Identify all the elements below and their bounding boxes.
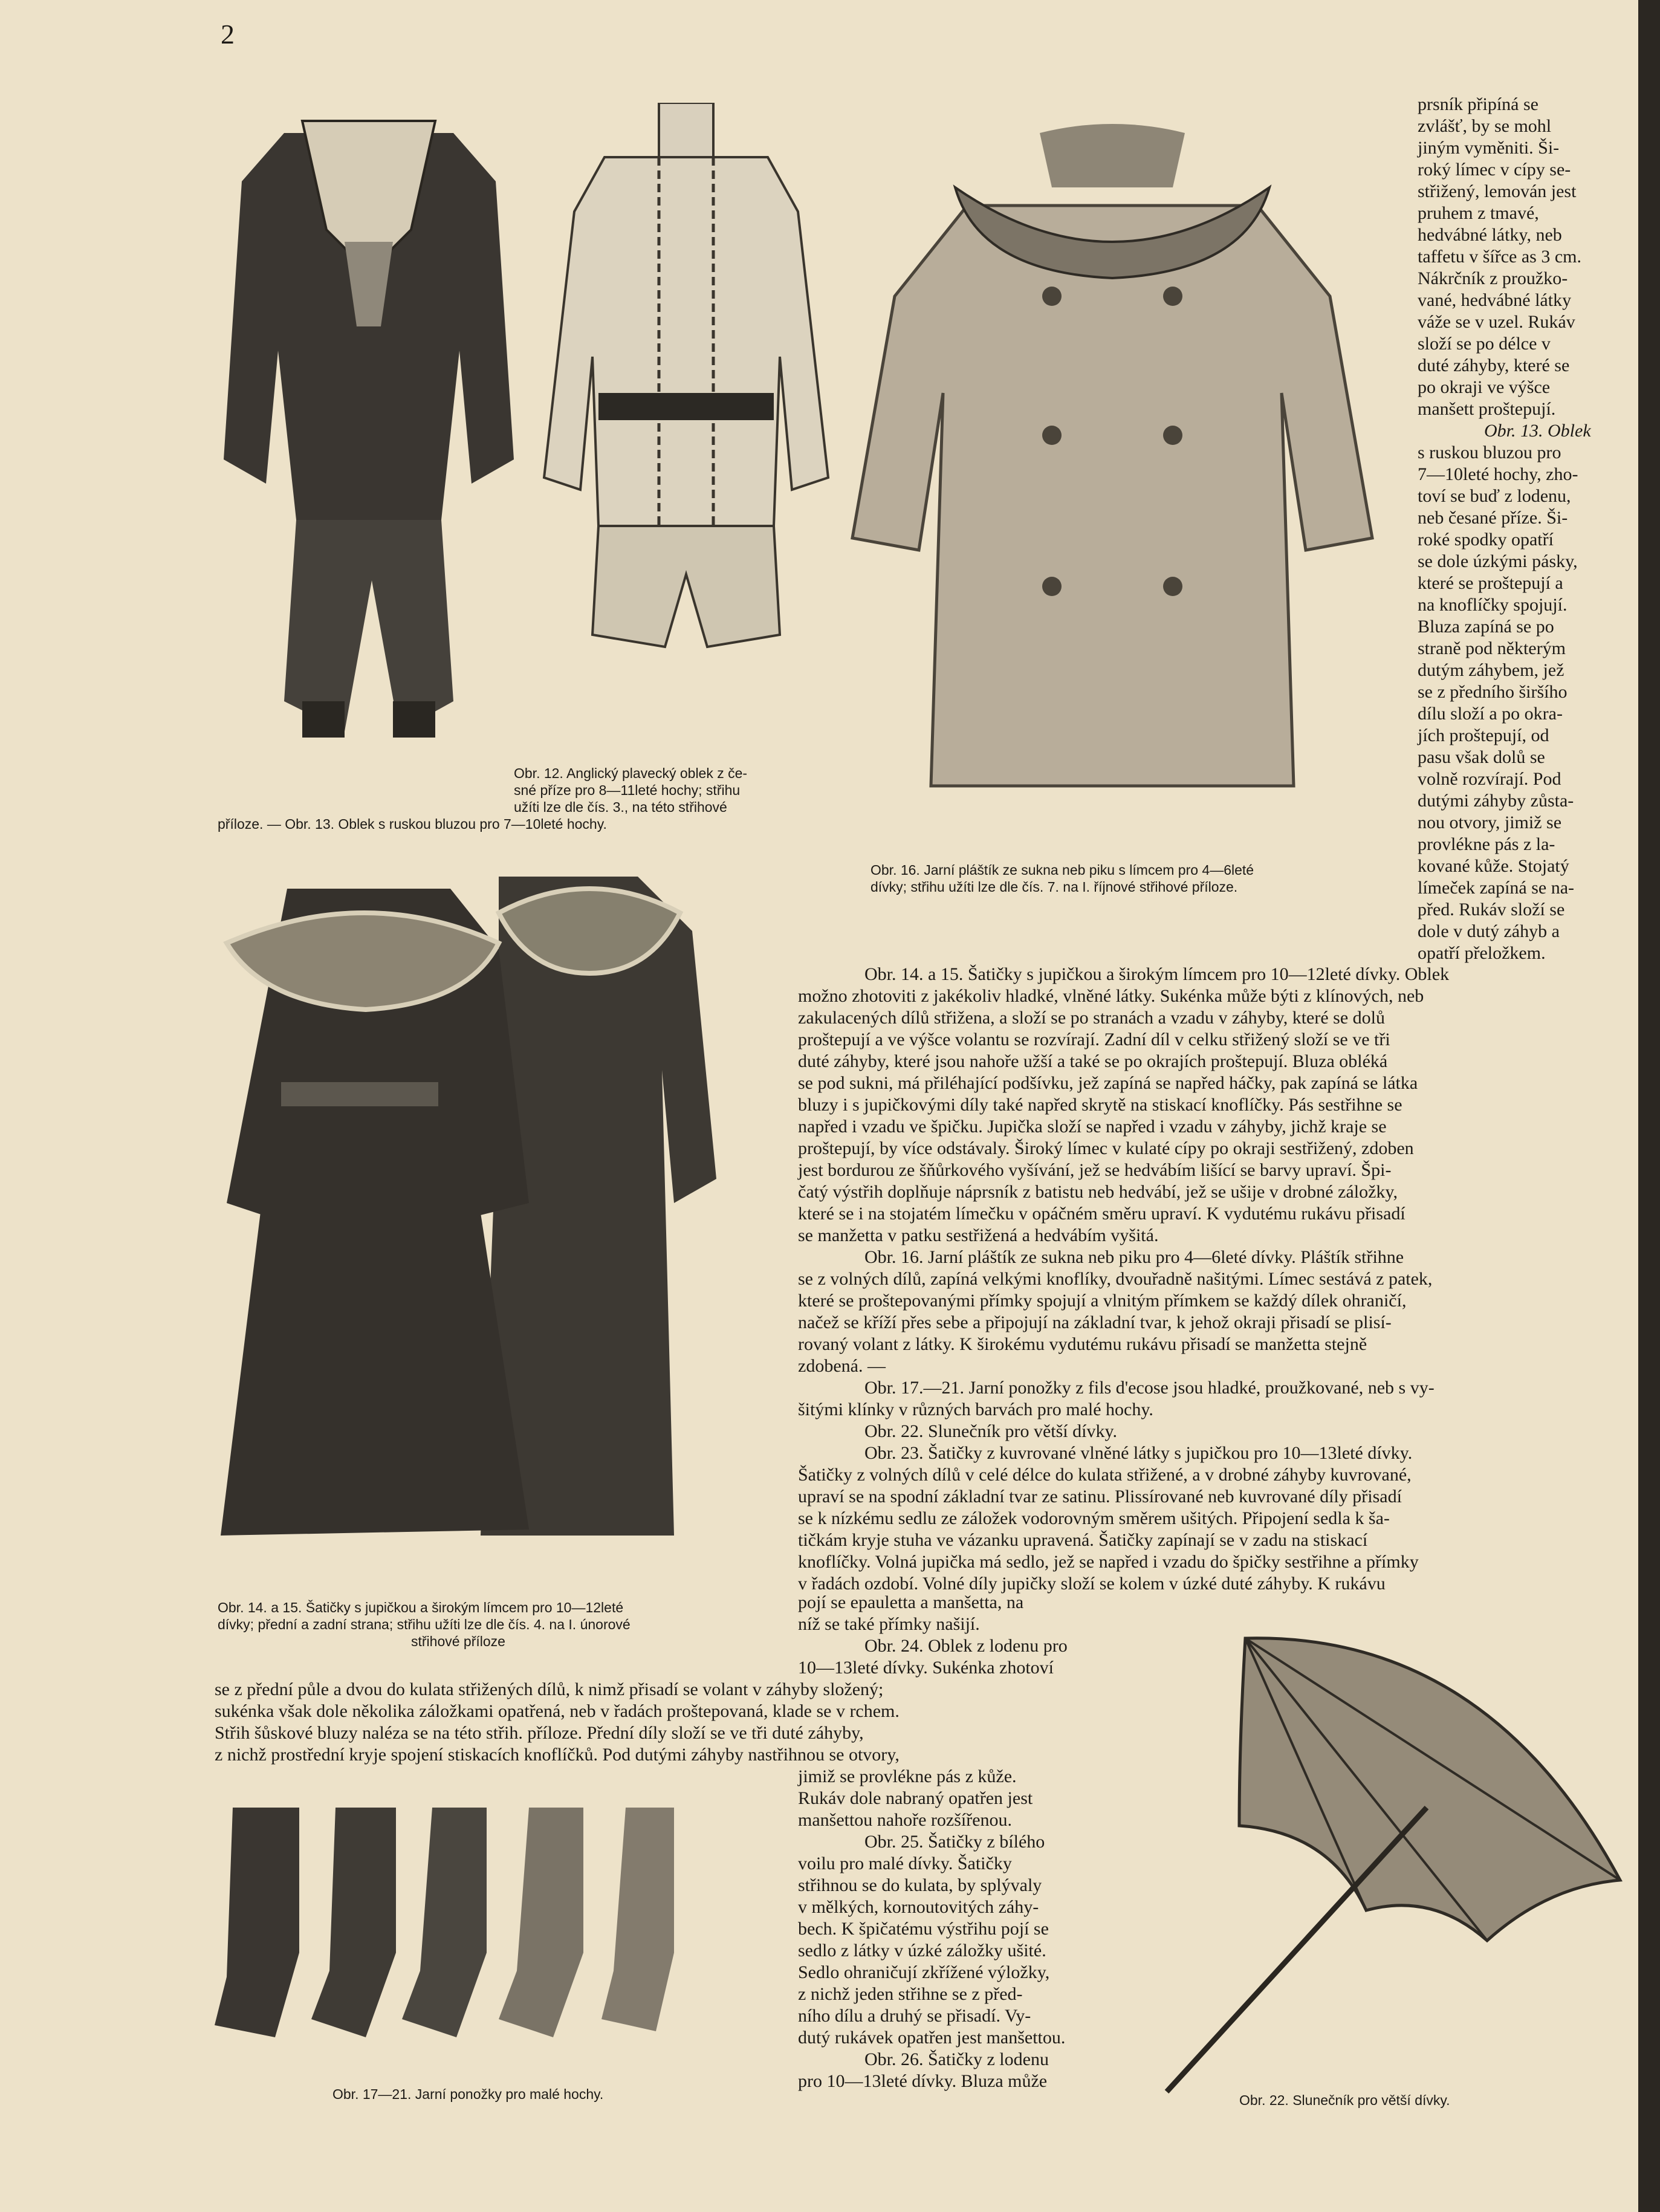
fig16-girl-coat-illustration xyxy=(846,115,1378,798)
fig22-parasol-illustration xyxy=(1149,1626,1632,2098)
mid-column-text: pojí se epauletta a manšetta, na níž se také přímky našijí. Obr. 24. Oblek z lodenu pro 10—13leté dívky. Sukénka zhotoví xyxy=(798,1592,1068,1678)
fig14-15-dresses-illustration xyxy=(215,840,722,1548)
wide-text-block: se z přední půle a dvou do kulata střižených dílů, k nimž přisadí se volant v záhyby složený; sukénka však dole několika záložkami opatřená, neb v řadách proštepovaná, klade se v rchem. Střih šůskové bluzy naléza se na této střih. příloze. Přední díly složí se ve tři duté záhyby, z nichž prostřední kryje spojení stiskacích knoflíčků. Pod dutými záhyby nastřihnou se otvory, xyxy=(215,1679,900,1765)
caption-fig14-15: Obr. 14. a 15. Šatičky s jupičkou a širokým límcem pro 10—12leté dívky; přední a zadní strana; střihu užíti lze dle čís. 4. na I. únorové střihové příloze xyxy=(218,1600,631,1649)
page-number: 2 xyxy=(221,19,235,50)
caption-fig12-13: Obr. 12. Anglický plavecký oblek z če- sné příze pro 8—11leté hochy; střihu užíti lze dle čís. 3., na této střihové příloze. — Obr. 13. Oblek s ruskou bluzou pro 7—10leté hochy. xyxy=(218,765,748,832)
fig17-21-socks-illustration xyxy=(209,1795,741,2055)
main-article-text: Obr. 14. a 15. Šatičky s jupičkou a širokým límcem pro 10—12leté dívky. Oblek možno zhotoviti z jakékoliv hladké, vlněné látky. Sukénka může býti z klínových, neb zakulacených dílů střižena, a složí se po stranách a vzadu v záhyby, které se dolů proštepují a ve výšce volantu se rozvírají. Zadní díl v celku střižený složí se ve tři duté záhyby, které jsou nahoře užší a také se po okrajích proštepují. Bluza obléká se pod sukni, má přiléhající podšívku, jež zapíná se napřed háčky, pak zapíná se látka bluzy i s jupičkovými díly také napřed skrytě na stiskací knoflíčky. Pás sestřihne se napřed i vzadu ve špičku. Jupička složí se napřed i vzadu v záhyby, jichž kraje se proštepují, by více odstávaly. Široký límec v kulaté cípy po okraji sestřižený, zdoben jest bordurou ze šňůrkového vyšívání, jež se hedvábím lišící se barvy upraví. Špi- čatý výstřih doplňuje náprsník z batistu neb hedvábí, jež se ušije v drobné záložky, které se i na stojatém límečku v opáčném směru upraví. K vydutému rukávu přisadí se manžetta v patku sestřižená a hedvábím vyšitá. Obr. 16. Jarní pláštík ze sukna neb piku pro 4—6leté dívky. Pláštík střihne se z volných dílů, zapíná velkými knoflíky, dvouřadně našitými. Límec sestává z patek, které se proštepovanými přímky spojují a vlnitým přímkem se každý dílek ohraničí, načež se kříží přes sebe a připojují na základní tvar, k jehož okraji přisadí se plisí- rovaný volant z látky. K širokému vydutému rukávu přisadí se manžetta stejně zdobená. — Obr. 17.—21. Jarní ponožky z fils d'ecose jsou hladké, proužkované, neb s vy- šitými klínky v různých barvách pro malé hochy. Obr. 22. Slunečník pro větší dívky. Obr. 23. Šatičky z kuvrované vlněné látky s jupičkou pro 10—13leté dívky. Šatičky z volných dílů v celé délce do kulata střižené, a v drobné záhyby kuvrované, upraví se na spodní základní tvar ze satinu. Plissírované neb kuvrované díly přisadí se k nízkému sedlu ze záložek vodorovným směrem ušitých. Připojení sedla k ša- tičkám kryje stuha ve vázanku upravená. Šatičky zapínají se v zadu na stiskací knoflíčky. Volná jupička má sedlo, jež se napřed i vzadu do špičky sestřihne a přímky v řadách ozdobí. Volné díly jupičky složí se kolem v úzké duté záhyby. K rukávu xyxy=(798,964,1450,1594)
caption-fig16: Obr. 16. Jarní pláštík ze sukna neb piku s límcem pro 4—6leté dívky; střihu užíti lze dle čís. 7. na I. říjnové střihové příloze. xyxy=(871,862,1254,895)
page-edge xyxy=(1638,0,1660,2212)
fig12-sailor-suit-illustration xyxy=(212,97,526,750)
lower-column-text: jimiž se provlékne pás z kůže. Rukáv dole nabraný opatřen jest manšettou nahoře rozšířenou. Obr. 25. Šatičky z bílého voilu pro malé dívky. Šatičky střihnou se do kulata, by splývaly v mělkých, kornoutovitých záhy- bech. K špičatému výstřihu pojí se sedlo z látky v úzké záložky ušité. Sedlo ohraničují zkřížené výložky, z nichž jeden střihne se z před- ního dílu a druhý se přisadí. Vy- dutý rukávek opatřen jest manšettou. Obr. 26. Šatičky z lodenu pro 10—13leté dívky. Bluza může xyxy=(798,1766,1066,2091)
caption-fig22: Obr. 22. Slunečník pro větší dívky. xyxy=(1239,2092,1450,2108)
caption-fig17-21: Obr. 17—21. Jarní ponožky pro malé hochy. xyxy=(332,2086,604,2102)
right-column-text: prsník připíná se zvlášť, by se mohl jiným vyměniti. Ši- roký límec v cípy se- střižený, lemován jest pruhem z tmavé, hedvábné látky, neb taffetu v šířce as 3 cm. Nákrčník z proužko- vané, hedvábné látky váže se v uzel. Rukáv složí se po délce v duté záhyby, které se po okraji ve výšce manšett proštepují. Obr. 13. Oblek s ruskou bluzou pro 7—10leté hochy, zho- toví se buď z lodenu, neb česané příze. Ši- roké spodky opatří se dole úzkými pásky, které se proštepují a na knoflíčky spojují. Bluza zapíná se po straně pod některým dutým záhybem, jež se z předního širšího dílu složí a po okra- jích proštepují, od pasu však dolů se volně rozvírají. Pod dutými záhyby zůsta- nou otvory, jimiž se provlékne pás z la- kované kůže. Stojatý límeček zapíná se na- před. Rukáv složí se dole v dutý záhyb a opatří přeložkem. xyxy=(1418,94,1591,963)
fig13-russian-blouse-illustration xyxy=(538,103,834,671)
